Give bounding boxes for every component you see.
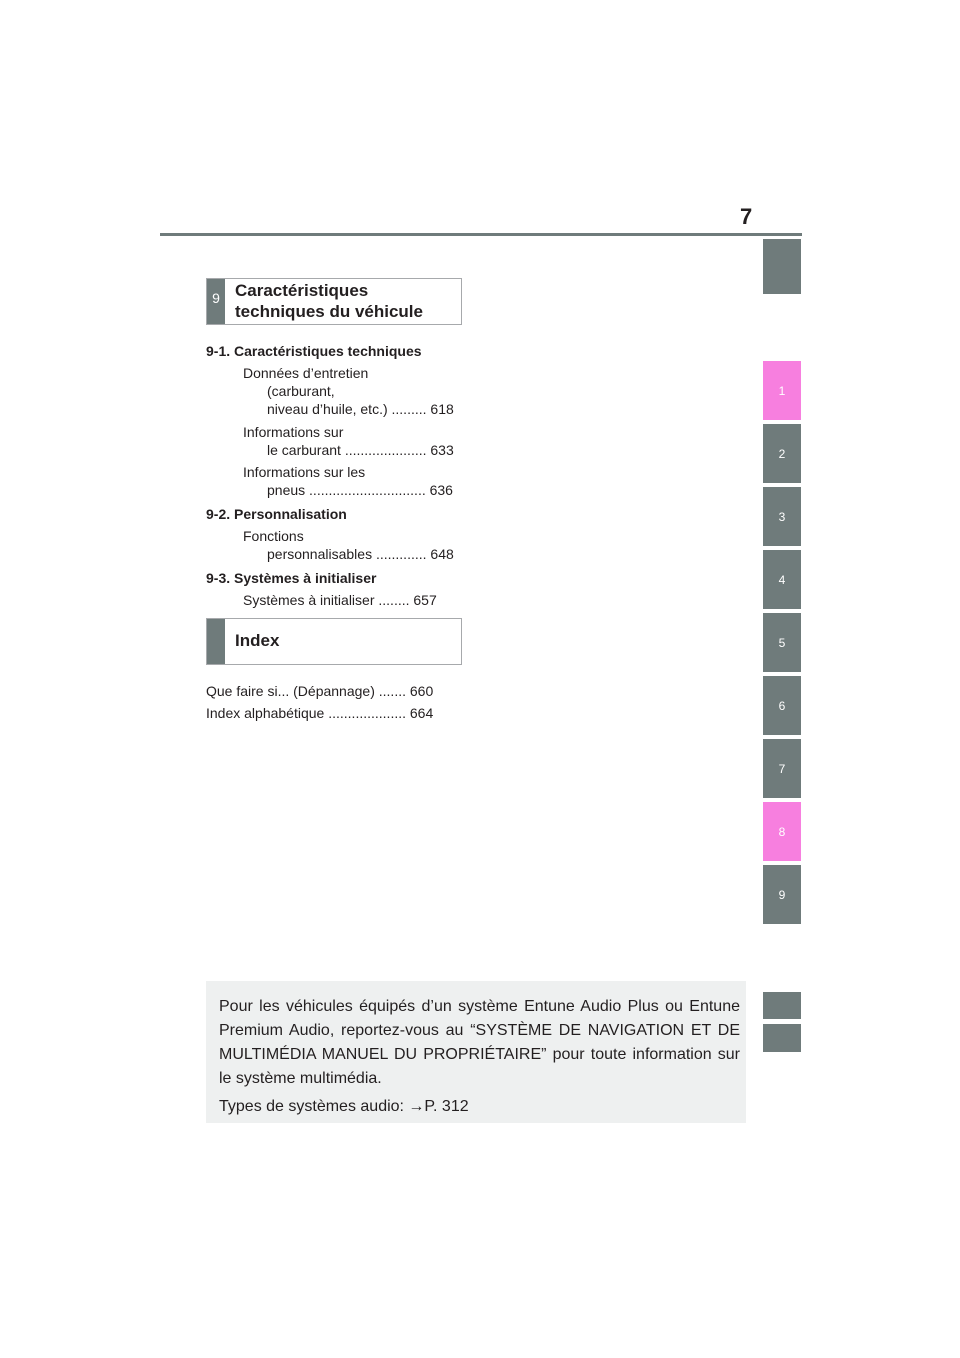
toc-entry[interactable]: Systèmes à initialiser ........ 657 <box>243 592 437 608</box>
chapter-tab-9[interactable] <box>763 865 801 924</box>
chapter-tab-5[interactable] <box>763 613 801 672</box>
section-9-header <box>206 278 462 325</box>
section-title: Caractéristiques techniques du véhicule <box>235 281 423 321</box>
header-rule <box>160 233 802 236</box>
chapter-tab-label: 9 <box>778 887 786 902</box>
note-text: Pour les véhicules équipés d’un système Entune Audio Plus ou Entune Premium Audio, reportez-vous au “SYSTÈME DE NAVIGATION ET DE MULTIMÉDIA MANUEL DU PROPRIÉTAIRE” pour toute information sur le système multimédia. <box>219 998 740 1087</box>
toc-entry[interactable]: Informations sur les pneus .............................. 636 <box>243 464 453 498</box>
chapter-tab-1[interactable] <box>763 361 801 420</box>
chapter-tab-label: 4 <box>778 572 786 587</box>
index-row-alphabetical[interactable]: Index alphabétique .................... 664 <box>206 705 434 721</box>
index-row-troubleshooting[interactable]: Que faire si... (Dépannage) ....... 660 <box>206 683 434 699</box>
toc-entry[interactable]: Fonctions personnalisables ............. 648 <box>243 528 454 562</box>
chapter-tab-label: 1 <box>778 383 786 398</box>
toc-heading-9-3[interactable]: 9-3. Systèmes à initialiser <box>206 570 377 586</box>
chapter-tab-4[interactable] <box>763 550 801 609</box>
page-number: 7 <box>740 204 753 229</box>
toc-entry[interactable]: Informations sur le carburant ..................... 633 <box>243 424 454 458</box>
chapter-tab-blank-b[interactable] <box>763 1024 801 1052</box>
chapter-tab-8[interactable] <box>763 802 801 861</box>
toc-heading-9-2[interactable]: 9-2. Personnalisation <box>206 506 347 522</box>
chapter-tab-2[interactable] <box>763 424 801 483</box>
chapter-tab-label: 8 <box>778 824 786 839</box>
chapter-tab-label: 3 <box>778 509 786 524</box>
index-header <box>206 618 462 665</box>
note-box <box>206 981 746 1123</box>
chapter-tab-blank-a[interactable] <box>763 992 801 1019</box>
chapter-tab-label: 5 <box>778 635 786 650</box>
toc-heading-9-1[interactable]: 9-1. Caractéristiques techniques <box>206 343 422 359</box>
chapter-tab-label: 2 <box>778 446 786 461</box>
chapter-tab-7[interactable] <box>763 739 801 798</box>
section-title: Index <box>235 631 280 650</box>
toc-entry[interactable]: Données d’entretien (carburant, niveau d’huile, etc.) ......... 618 <box>243 365 454 417</box>
chapter-tab-6[interactable] <box>763 676 801 735</box>
chapter-tab-label: 6 <box>778 698 786 713</box>
note-reference[interactable]: Types de systèmes audio: →P. 312 <box>219 1098 469 1115</box>
chapter-tab-label: 7 <box>778 761 786 776</box>
chapter-tab-3[interactable] <box>763 487 801 546</box>
section-number: 9 <box>207 279 225 324</box>
chapter-tab-blank-top[interactable] <box>763 239 801 294</box>
section-number <box>207 619 225 664</box>
